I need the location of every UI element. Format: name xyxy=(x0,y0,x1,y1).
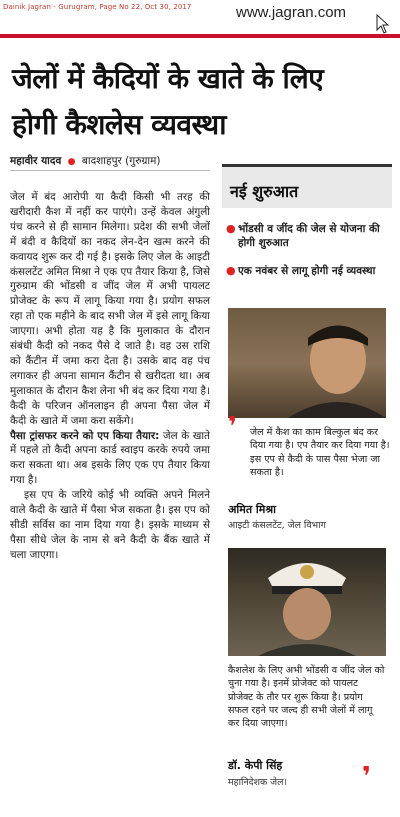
source-line: Dainik Jagran - Gurugram, Page No 22, Oct 30, 2017 xyxy=(3,3,192,11)
article-body xyxy=(10,190,210,563)
sidebar-title: नई शुरुआत xyxy=(230,182,299,201)
site-url[interactable]: www.jagran.com xyxy=(236,4,347,21)
person-designation-1: आइटी कंसलटेंट, जेल विभाग xyxy=(228,520,326,531)
portrait-photo xyxy=(228,308,386,418)
header-divider xyxy=(0,34,400,38)
bullet-dot-icon: ● xyxy=(67,157,76,167)
person-name-1: अमित मिश्रा xyxy=(228,503,276,516)
sidebar-bullet xyxy=(226,222,392,250)
article-paragraph-2 xyxy=(10,429,210,489)
sidebar-bullet-text: एक नवंबर से लागू होगी नई व्यवस्था xyxy=(238,265,376,277)
quote-mark-icon: ❜ xyxy=(228,412,238,442)
portrait-illustration xyxy=(228,308,386,418)
portrait-photo xyxy=(228,548,386,656)
top-bar xyxy=(0,0,400,34)
subheading: पैसा ट्रांसफर करने को एप किया तैयार: xyxy=(10,429,160,442)
subheading-text: जेल के खाते में पहले तो कैदी अपना कार्ड स्वाइप करके रुपये जमा करा सकता था। अब इसके लिए एक एप तैयार किया गया है। xyxy=(10,429,210,487)
sidebar-box xyxy=(222,164,392,809)
sidebar-header xyxy=(222,164,392,208)
article-paragraph-1: जेल में बंद आरोपी या कैदी किसी भी तरह की खरीदारी कैश में नहीं कर पाएंगे। उन्हें केवल अंगुली पंच करने से ही सामान मिलेगा। प्रदेश की सभी जेलों में बंदी व कैदियों का नकद लेन-देन खत्म करने की कवायद शुरू कर दी गई है। इसके लिए जेल के आइटी कंसलटेंट अमित मिश्रा ने एक एप तैयार किया है, जिसे गुरुग्राम की भोंडसी व जींद जेल में अभी पायलट प्रोजेक्ट के रूप में लागू किया गया है। प्रयोग सफल रहा तो एक महीने के बाद सभी जेल में इसे लागू किया जाएगा। अभी होता यह है कि मुलाकात के दौरान संबंधी कैदी को नकद पैसे दे जाते है। वह उस राशि को कैंटीन में जमा करा देता है। उसके बाद वह पंच लगाकर ही अपना सामान कैंटीन से खरीदता था। अब मुलाकात के दौरान कैश लेना भी बंद कर दिया गया है। कैदी के परिजन ऑनलाइन ही अपना पैसा जेल में कैदी के खाते में जमा करा सकेंगे। xyxy=(10,191,210,427)
byline-divider xyxy=(10,170,210,171)
person-name-2: डॉ. केपी सिंह xyxy=(228,759,283,772)
pullquote-2: कैशलेश के लिए अभी भोंडसी व जींद जेल को चुना गया है। इनमें प्रोजेक्ट को पायलट प्रोजेक्ट के तौर पर शुरू किया है। प्रयोग सफल रहने पर जल्द ही सभी जेलों में लागू कर दिया जाएगा। xyxy=(228,665,385,730)
bullet-dot-icon: ● xyxy=(226,264,236,277)
bullet-dot-icon: ● xyxy=(226,222,236,235)
byline xyxy=(10,154,161,168)
headline-line2: होगी कैशलेस व्यवस्था xyxy=(12,108,226,141)
quote-mark-icon: ❜ xyxy=(362,762,372,792)
dateline-location: बादशाहपुर (गुरुग्राम) xyxy=(81,155,161,167)
headline-line1: जेलों में कैदियों के खाते के लिए xyxy=(12,62,324,95)
person-designation-2: महानिदेशक जेल। xyxy=(228,777,288,788)
pullquote-1: जेल में कैश का काम बिल्कुल बंद कर दिया गया है। एप तैयार कर दिया गया है। इस एप से कैदी के पास पैसा भेजा जा सकता है। xyxy=(250,427,390,478)
sidebar-bullet-text: भोंडसी व जींद की जेल से योजना की होगी शुरुआत xyxy=(238,223,380,249)
article-paragraph-3: इस एप के जरिये कोई भी व्यक्ति अपने मिलने वाले कैदी के खाते में पैसा भेज सकता है। इस एप को सीडी सर्विस का नाम दिया गया है। इसके माध्यम से पैसा सीधे जेल के नाम से बने कैदी के बैंक खाते में चला जाएगा। xyxy=(10,489,210,561)
officer-illustration xyxy=(228,548,386,656)
author-name: महावीर यादव xyxy=(10,155,62,167)
sidebar-bullet xyxy=(226,264,392,278)
arrow-cursor-icon xyxy=(376,14,390,34)
